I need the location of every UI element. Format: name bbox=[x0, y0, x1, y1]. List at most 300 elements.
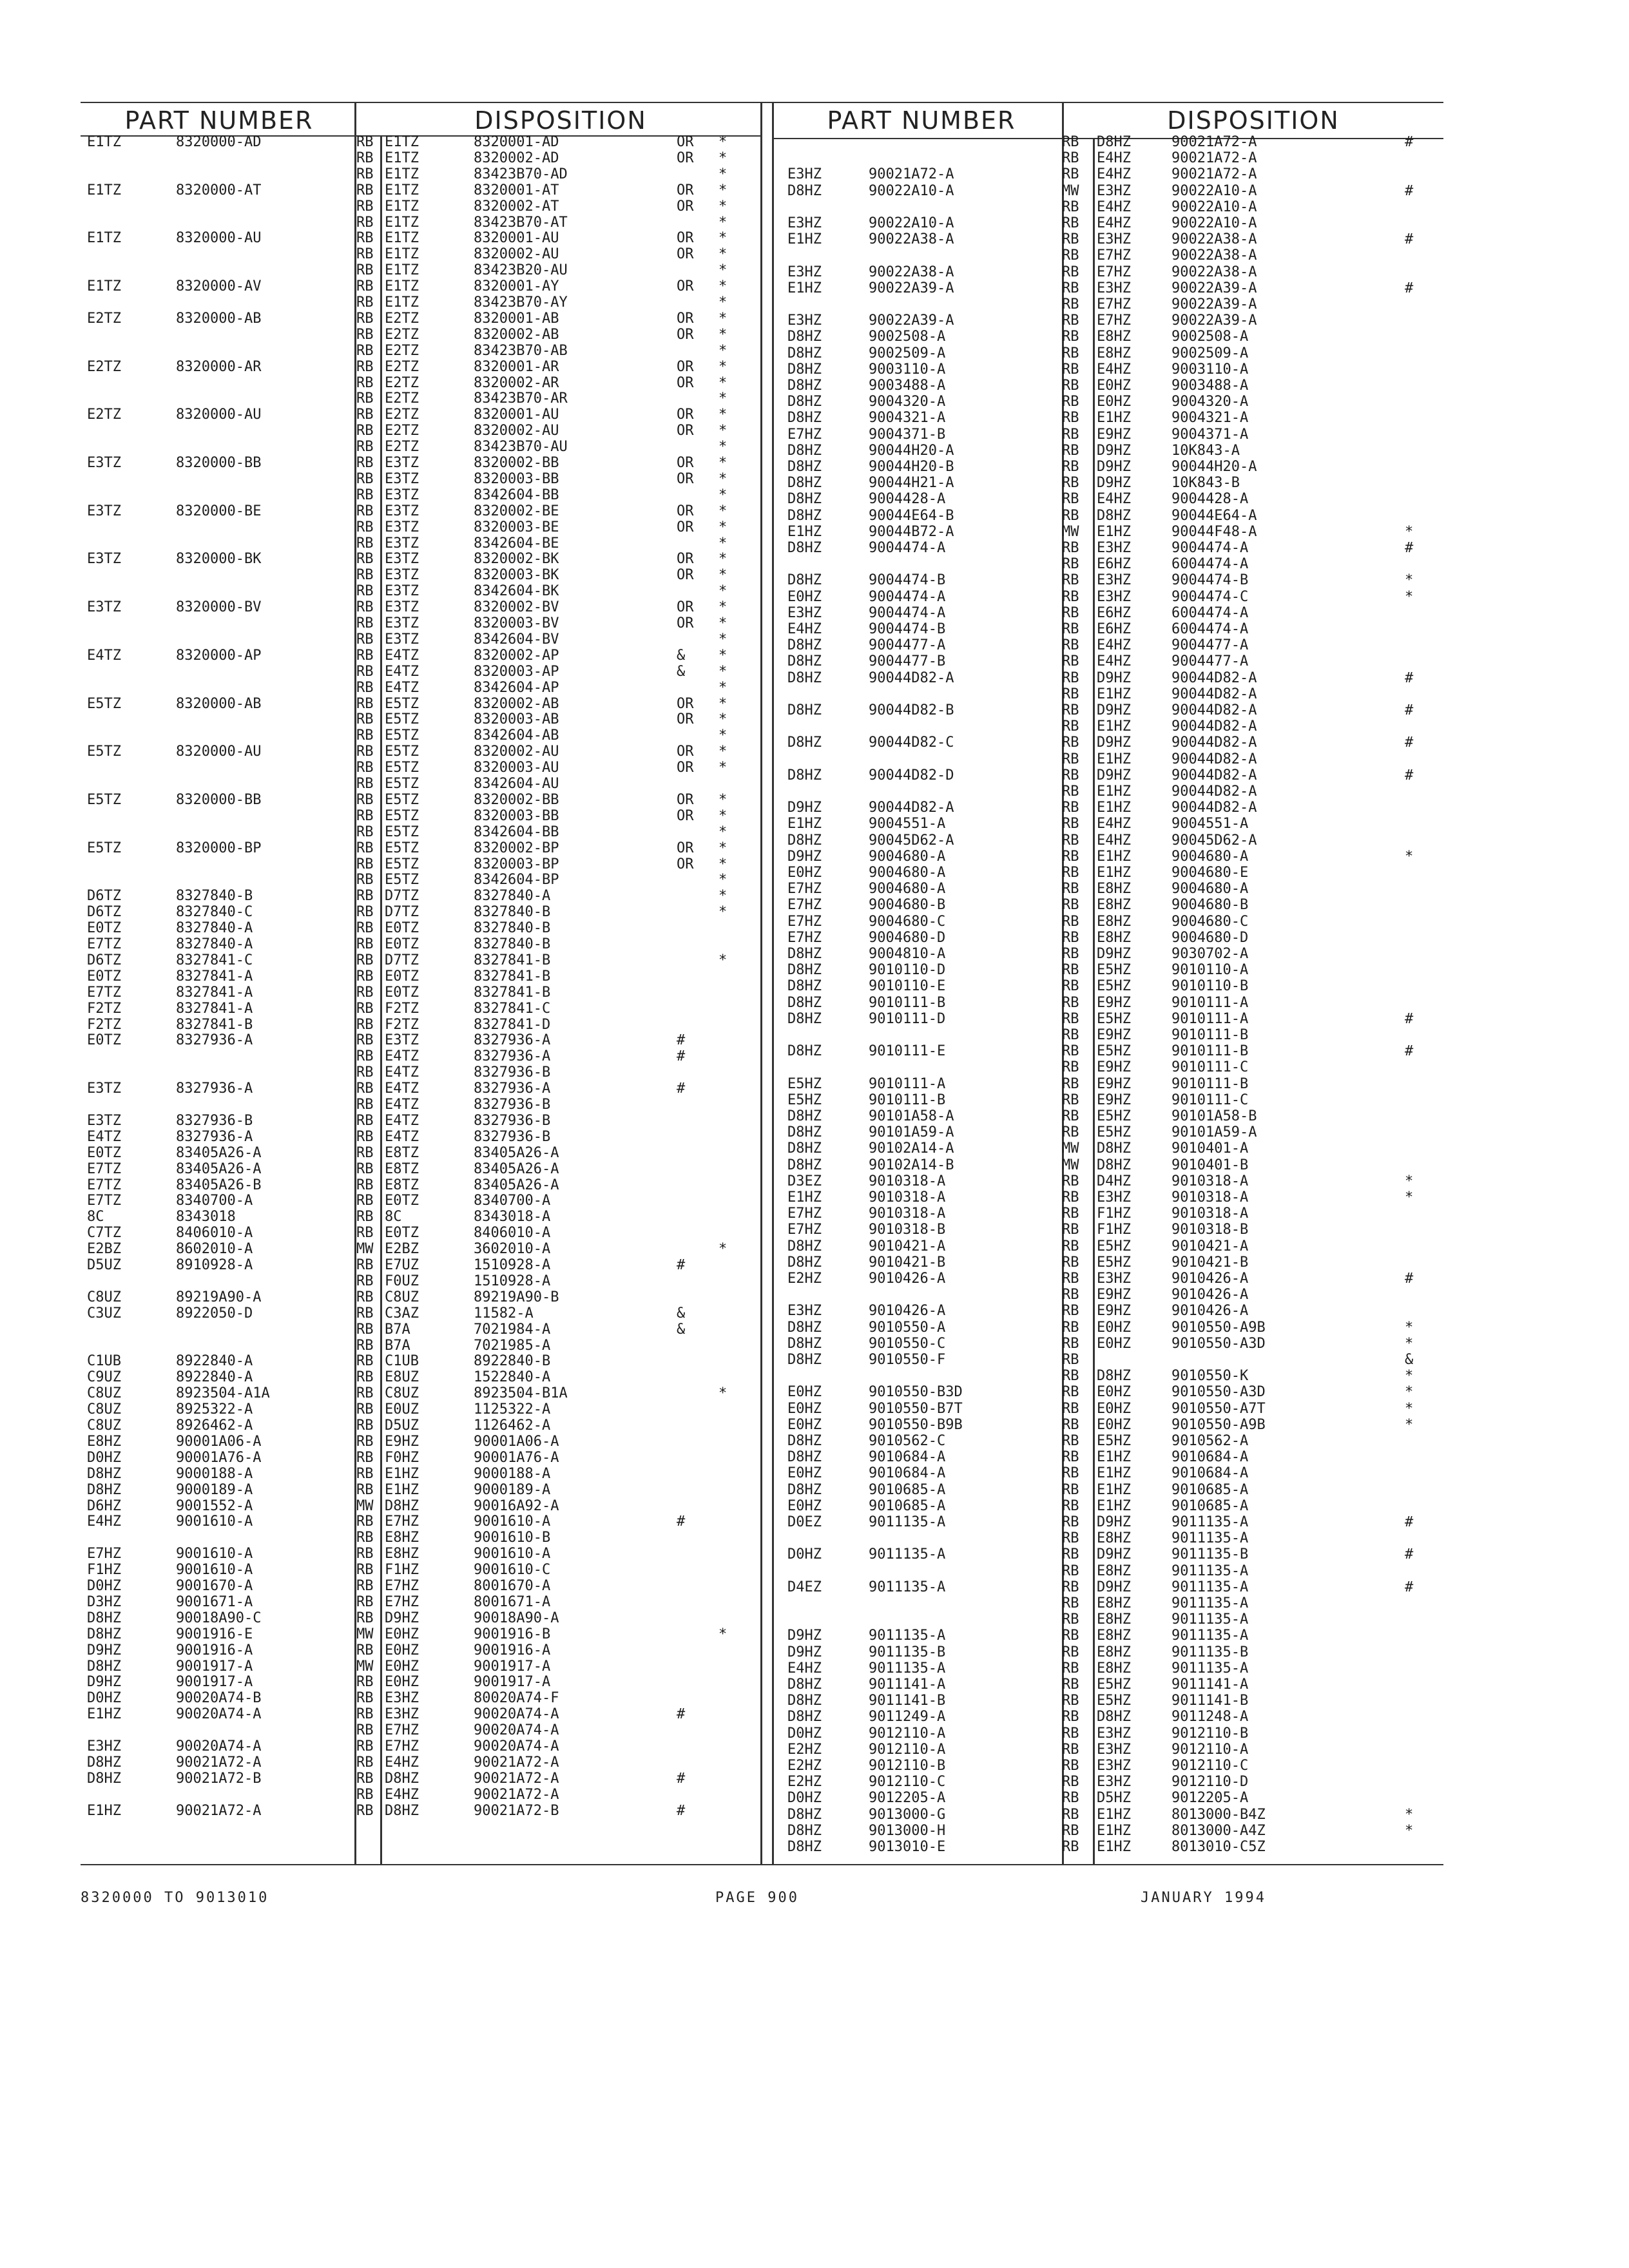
part-prefix: D8HZ bbox=[87, 1658, 121, 1675]
right-row bbox=[773, 1191, 1443, 1205]
disp-prefix: E4HZ bbox=[1097, 816, 1131, 832]
disp-number: 8327840-B bbox=[474, 920, 551, 937]
disp-prefix: E1TZ bbox=[385, 246, 419, 263]
disp-number: 9010684-A bbox=[1171, 1465, 1249, 1482]
disp-number: 90020A74-A bbox=[474, 1706, 559, 1723]
right-row bbox=[773, 769, 1443, 783]
part-number: 9012110-A bbox=[869, 1741, 946, 1758]
part-number: 90022A10-A bbox=[869, 182, 954, 199]
disp-relation: OR bbox=[677, 149, 694, 166]
right-row bbox=[773, 1402, 1443, 1416]
disp-number: 90044D82-A bbox=[1171, 800, 1257, 816]
part-number: 89219A90-A bbox=[176, 1289, 262, 1305]
disp-prefix: D9HZ bbox=[1097, 946, 1131, 962]
disp-prefix: E8HZ bbox=[1097, 1644, 1131, 1660]
right-row bbox=[773, 866, 1443, 880]
disp-number: 8001670-A bbox=[474, 1578, 551, 1594]
source-code: RB bbox=[356, 310, 374, 327]
part-number: 9000188-A bbox=[176, 1465, 253, 1482]
part-number: 90102A14-A bbox=[869, 1140, 954, 1157]
disp-flag: * bbox=[718, 599, 728, 616]
source-code: RB bbox=[1062, 1644, 1079, 1660]
right-row bbox=[773, 1385, 1443, 1399]
source-code: RB bbox=[356, 583, 374, 600]
left-row bbox=[81, 216, 764, 230]
part-prefix: D9HZ bbox=[87, 1642, 121, 1658]
source-code: RB bbox=[1062, 1481, 1079, 1498]
left-row bbox=[81, 1387, 764, 1401]
part-number: 9010318-A bbox=[869, 1173, 946, 1189]
disp-prefix: 8C bbox=[385, 1209, 402, 1225]
disp-relation: OR bbox=[677, 310, 694, 327]
left-row bbox=[81, 905, 764, 919]
part-prefix: D0EZ bbox=[787, 1514, 822, 1530]
right-row bbox=[773, 1613, 1443, 1627]
disp-number: 89219A90-B bbox=[474, 1289, 559, 1305]
part-prefix: E0TZ bbox=[87, 920, 121, 937]
disp-number: 9011135-A bbox=[1171, 1562, 1249, 1579]
disp-relation: OR bbox=[677, 182, 694, 198]
source-code: RB bbox=[1062, 1400, 1079, 1417]
disp-prefix: E1HZ bbox=[1097, 686, 1131, 702]
disp-prefix: E4HZ bbox=[1097, 166, 1131, 183]
disp-flag: * bbox=[1405, 1319, 1414, 1336]
disp-number: 9010421-A bbox=[1171, 1238, 1249, 1254]
disp-prefix: E5HZ bbox=[1097, 1433, 1131, 1449]
disp-relation: # bbox=[677, 1514, 686, 1530]
part-number: 90001A76-A bbox=[176, 1449, 262, 1466]
disp-prefix: D9HZ bbox=[1097, 442, 1131, 459]
disp-flag: * bbox=[718, 695, 728, 712]
right-row bbox=[773, 168, 1443, 182]
part-number: 90044D82-A bbox=[869, 669, 954, 686]
part-number: 9011135-B bbox=[869, 1644, 946, 1660]
disp-number: 8013000-A4Z bbox=[1171, 1822, 1266, 1839]
part-prefix: D8HZ bbox=[787, 394, 822, 410]
left-row bbox=[81, 1066, 764, 1080]
right-row bbox=[773, 1418, 1443, 1432]
part-number: 8327840-A bbox=[176, 936, 253, 952]
disp-prefix: D9HZ bbox=[385, 1610, 419, 1626]
disp-prefix: E6HZ bbox=[1097, 604, 1131, 621]
disp-prefix: E3HZ bbox=[1097, 1725, 1131, 1742]
part-prefix: D8HZ bbox=[787, 962, 822, 979]
left-row bbox=[81, 1226, 764, 1240]
disp-prefix: E0TZ bbox=[385, 936, 419, 952]
left-row bbox=[81, 168, 764, 182]
disp-prefix: D8HZ bbox=[1097, 134, 1131, 150]
part-number: 8327841-A bbox=[176, 984, 253, 1001]
part-prefix: D8HZ bbox=[787, 410, 822, 427]
disp-prefix: E1HZ bbox=[1097, 1465, 1131, 1482]
source-code: RB bbox=[356, 1209, 374, 1225]
part-prefix: E7TZ bbox=[87, 936, 121, 952]
disp-number: 9010550-K bbox=[1171, 1368, 1249, 1385]
source-code: RB bbox=[356, 423, 374, 439]
part-number: 90044E64-B bbox=[869, 507, 954, 524]
disp-flag: * bbox=[718, 503, 728, 519]
right-row bbox=[773, 1824, 1443, 1838]
disp-flag: * bbox=[1405, 1400, 1414, 1417]
disp-flag: # bbox=[1405, 1271, 1414, 1287]
disp-prefix: E1HZ bbox=[385, 1465, 419, 1482]
disp-prefix: E7HZ bbox=[385, 1722, 419, 1739]
part-number: 9004680-B bbox=[869, 897, 946, 914]
part-prefix: F2TZ bbox=[87, 1000, 121, 1017]
disp-prefix: E4HZ bbox=[1097, 491, 1131, 508]
disp-flag: * bbox=[1405, 1335, 1414, 1352]
part-prefix: F2TZ bbox=[87, 1016, 121, 1033]
part-number: 9010111-A bbox=[869, 1075, 946, 1092]
part-number: 9002509-A bbox=[869, 345, 946, 361]
part-number: 9001552-A bbox=[176, 1497, 253, 1514]
right-row bbox=[773, 1450, 1443, 1465]
disp-number: 83423B20-AU bbox=[474, 262, 568, 279]
part-prefix: E2HZ bbox=[787, 1741, 822, 1758]
right-row bbox=[773, 314, 1443, 328]
disp-prefix: E3TZ bbox=[385, 551, 419, 568]
source-code: RB bbox=[1062, 702, 1079, 718]
right-row bbox=[773, 1012, 1443, 1026]
right-row bbox=[773, 265, 1443, 280]
part-prefix: D3HZ bbox=[87, 1593, 121, 1610]
disp-prefix: E1HZ bbox=[1097, 800, 1131, 816]
right-row bbox=[773, 151, 1443, 166]
disp-number: 9012110-A bbox=[1171, 1741, 1249, 1758]
disp-number: 8342604-BB bbox=[474, 823, 559, 840]
part-prefix: D8HZ bbox=[787, 1822, 822, 1839]
part-prefix: D5UZ bbox=[87, 1257, 121, 1273]
source-code: RB bbox=[356, 1064, 374, 1081]
source-code: RB bbox=[1062, 572, 1079, 589]
source-code: RB bbox=[1062, 1628, 1079, 1644]
disp-prefix: E7HZ bbox=[385, 1578, 419, 1594]
source-code: RB bbox=[1062, 1189, 1079, 1206]
left-row bbox=[81, 1307, 764, 1321]
disp-number: 9000189-A bbox=[474, 1481, 551, 1498]
disp-prefix: E8HZ bbox=[1097, 929, 1131, 946]
disp-number: 90044F48-A bbox=[1171, 523, 1257, 540]
disp-number: 90018A90-A bbox=[474, 1610, 559, 1626]
part-number: 9004551-A bbox=[869, 816, 946, 832]
part-number: 8327936-A bbox=[176, 1128, 253, 1145]
disp-number: 3602010-A bbox=[474, 1241, 551, 1258]
disp-prefix: E1HZ bbox=[1097, 410, 1131, 427]
disp-number: 9004680-D bbox=[1171, 929, 1249, 946]
part-number: 9010111-B bbox=[869, 994, 946, 1011]
source-code: RB bbox=[356, 262, 374, 279]
disp-number: 8406010-A bbox=[474, 1225, 551, 1242]
disp-flag: * bbox=[718, 134, 728, 150]
disp-number: 9010550-A7T bbox=[1171, 1400, 1266, 1417]
part-number: 9003110-A bbox=[869, 361, 946, 378]
disp-relation: OR bbox=[677, 455, 694, 471]
source-code: RB bbox=[356, 1160, 374, 1177]
disp-relation: OR bbox=[677, 470, 694, 487]
right-row bbox=[773, 1629, 1443, 1643]
left-row bbox=[81, 809, 764, 823]
right-row bbox=[773, 395, 1443, 409]
part-prefix: D8HZ bbox=[787, 491, 822, 508]
left-row bbox=[81, 231, 764, 245]
left-row bbox=[81, 777, 764, 791]
source-code: RB bbox=[1062, 929, 1079, 946]
source-code: RB bbox=[356, 1546, 374, 1562]
disp-flag: * bbox=[1405, 848, 1414, 865]
disp-number: 9010111-B bbox=[1171, 1043, 1249, 1060]
disp-prefix: E3HZ bbox=[1097, 182, 1131, 199]
disp-prefix: E7HZ bbox=[1097, 312, 1131, 329]
part-number: 9011135-A bbox=[869, 1546, 946, 1563]
right-row bbox=[773, 1727, 1443, 1741]
part-prefix: C8UZ bbox=[87, 1385, 121, 1402]
source-code: RB bbox=[356, 1321, 374, 1338]
part-number: 90044B72-A bbox=[869, 523, 954, 540]
disp-prefix: E7HZ bbox=[385, 1593, 419, 1610]
disp-number: 9010318-A bbox=[1171, 1189, 1249, 1206]
source-code: RB bbox=[356, 727, 374, 744]
part-number: 9004680-D bbox=[869, 929, 946, 946]
right-row bbox=[773, 606, 1443, 620]
disp-number: 9003488-A bbox=[1171, 378, 1249, 394]
disp-flag: * bbox=[718, 278, 728, 295]
source-code: RB bbox=[356, 149, 374, 166]
disp-number: 8327841-B bbox=[474, 984, 551, 1001]
right-row bbox=[773, 1434, 1443, 1448]
source-code: RB bbox=[1062, 1514, 1079, 1530]
part-number: 8320000-AB bbox=[176, 695, 262, 712]
disp-number: 9012110-C bbox=[1171, 1758, 1249, 1774]
source-code: RB bbox=[1062, 1075, 1079, 1092]
right-row bbox=[773, 704, 1443, 718]
disp-number: 9001610-B bbox=[474, 1530, 551, 1546]
part-prefix: E1HZ bbox=[87, 1706, 121, 1723]
left-disposition-header: DISPOSITION bbox=[474, 106, 647, 135]
part-prefix: C9UZ bbox=[87, 1369, 121, 1386]
disp-relation: OR bbox=[677, 791, 694, 808]
left-row bbox=[81, 1707, 764, 1722]
disp-prefix: E3HZ bbox=[1097, 540, 1131, 556]
right-row bbox=[773, 834, 1443, 848]
disp-number: 8320001-AD bbox=[474, 134, 559, 150]
source-code: RB bbox=[1062, 1368, 1079, 1385]
source-code: RB bbox=[356, 519, 374, 535]
source-code: RB bbox=[1062, 1271, 1079, 1287]
disp-prefix: E0TZ bbox=[385, 1193, 419, 1209]
source-code: RB bbox=[1062, 735, 1079, 751]
disp-number: 9010421-B bbox=[1171, 1254, 1249, 1271]
source-code: RB bbox=[1062, 1449, 1079, 1466]
disp-number: 9004474-C bbox=[1171, 588, 1249, 605]
disp-number: 8320002-AB bbox=[474, 326, 559, 343]
source-code: RB bbox=[1062, 540, 1079, 556]
right-row bbox=[773, 1694, 1443, 1708]
disp-prefix: E2TZ bbox=[385, 342, 419, 359]
part-prefix: D8HZ bbox=[87, 1754, 121, 1771]
left-row bbox=[81, 408, 764, 422]
part-prefix: D8HZ bbox=[787, 1043, 822, 1060]
disp-flag: * bbox=[718, 262, 728, 279]
part-prefix: E0TZ bbox=[87, 968, 121, 985]
left-row bbox=[81, 200, 764, 214]
source-code: RB bbox=[1062, 604, 1079, 621]
disp-number: 9004474-A bbox=[1171, 540, 1249, 556]
part-prefix: E1HZ bbox=[787, 231, 822, 248]
disp-number: 9011135-B bbox=[1171, 1644, 1249, 1660]
right-row bbox=[773, 379, 1443, 393]
source-code: RB bbox=[356, 968, 374, 985]
left-row bbox=[81, 1563, 764, 1577]
right-part-number-header: PART NUMBER bbox=[827, 106, 1016, 135]
source-code: RB bbox=[356, 1225, 374, 1242]
part-number: 9010318-A bbox=[869, 1206, 946, 1222]
disp-flag: * bbox=[1405, 1416, 1414, 1433]
disp-prefix: E0UZ bbox=[385, 1401, 419, 1418]
source-code: RB bbox=[1062, 475, 1079, 492]
disp-relation: OR bbox=[677, 599, 694, 616]
part-number: 8320000-AB bbox=[176, 310, 262, 327]
right-row bbox=[773, 184, 1443, 198]
right-row bbox=[773, 330, 1443, 344]
left-row bbox=[81, 937, 764, 952]
left-row bbox=[81, 1595, 764, 1610]
right-row bbox=[773, 801, 1443, 815]
part-number: 9001916-E bbox=[176, 1626, 253, 1642]
right-row bbox=[773, 476, 1443, 490]
left-row bbox=[81, 440, 764, 454]
disp-number: 9001610-A bbox=[474, 1514, 551, 1530]
disp-relation: # bbox=[677, 1032, 686, 1049]
disp-prefix: E4TZ bbox=[385, 663, 419, 680]
source-code: RB bbox=[356, 1048, 374, 1065]
disp-number: 9004680-C bbox=[1171, 913, 1249, 930]
source-code: RB bbox=[1062, 588, 1079, 605]
part-prefix: E0HZ bbox=[787, 1497, 822, 1514]
left-row bbox=[81, 1435, 764, 1449]
disp-number: 83405A26-A bbox=[474, 1144, 559, 1161]
disp-prefix: D5HZ bbox=[1097, 1790, 1131, 1807]
disp-number: 9010111-A bbox=[1171, 994, 1249, 1011]
disp-number: 9012110-B bbox=[1171, 1725, 1249, 1742]
left-row bbox=[81, 1740, 764, 1754]
disp-number: 9004321-A bbox=[1171, 410, 1249, 427]
part-number: 9011141-A bbox=[869, 1677, 946, 1693]
part-number: 9001671-A bbox=[176, 1593, 253, 1610]
source-code: RB bbox=[356, 1514, 374, 1530]
disp-prefix: D8HZ bbox=[385, 1497, 419, 1514]
disp-number: 1125322-A bbox=[474, 1401, 551, 1418]
left-row bbox=[81, 1210, 764, 1224]
source-code: RB bbox=[1062, 394, 1079, 410]
source-code: RB bbox=[1062, 1027, 1079, 1043]
part-prefix: C8UZ bbox=[87, 1289, 121, 1305]
disp-number: 9004680-B bbox=[1171, 897, 1249, 914]
left-row bbox=[81, 1291, 764, 1305]
source-code: RB bbox=[356, 1353, 374, 1370]
disp-prefix: E1HZ bbox=[1097, 783, 1131, 800]
disp-flag: # bbox=[1405, 280, 1414, 296]
source-code: RB bbox=[1062, 1774, 1079, 1791]
part-prefix: D8HZ bbox=[787, 540, 822, 556]
source-code: RB bbox=[1062, 1352, 1079, 1368]
left-row bbox=[81, 568, 764, 582]
disp-number: 8327840-B bbox=[474, 936, 551, 952]
source-code: RB bbox=[1062, 345, 1079, 361]
disp-relation: OR bbox=[677, 695, 694, 712]
source-code: RB bbox=[356, 439, 374, 456]
disp-relation: OR bbox=[677, 134, 694, 150]
part-number: 9010111-B bbox=[869, 1091, 946, 1108]
right-row bbox=[773, 850, 1443, 864]
part-prefix: E3HZ bbox=[787, 215, 822, 231]
disp-number: 10K843-B bbox=[1171, 475, 1240, 492]
disp-prefix: E5TZ bbox=[385, 872, 419, 889]
disp-prefix: E4HZ bbox=[1097, 198, 1131, 215]
part-prefix: F1HZ bbox=[87, 1562, 121, 1579]
right-row bbox=[773, 1564, 1443, 1579]
disp-prefix: E4TZ bbox=[385, 1048, 419, 1065]
right-row bbox=[773, 200, 1443, 215]
part-prefix: E3HZ bbox=[787, 312, 822, 329]
disp-number: 9010426-A bbox=[1171, 1303, 1249, 1320]
source-code: RB bbox=[356, 1016, 374, 1033]
left-row bbox=[81, 970, 764, 984]
right-row bbox=[773, 1499, 1443, 1514]
disp-prefix: E3TZ bbox=[385, 1032, 419, 1049]
part-prefix: D6HZ bbox=[87, 1497, 121, 1514]
disp-prefix: E5TZ bbox=[385, 760, 419, 776]
disp-prefix: D9HZ bbox=[1097, 459, 1131, 475]
part-number: 90001A06-A bbox=[176, 1433, 262, 1450]
disp-number: 90044D82-A bbox=[1171, 735, 1257, 751]
source-code: RB bbox=[356, 1032, 374, 1049]
disp-number: 8013000-B4Z bbox=[1171, 1806, 1266, 1823]
part-number: 9004680-A bbox=[869, 848, 946, 865]
disp-flag: * bbox=[718, 358, 728, 375]
source-code: RB bbox=[1062, 361, 1079, 378]
part-prefix: C1UB bbox=[87, 1353, 121, 1370]
source-code: RB bbox=[1062, 767, 1079, 783]
right-row bbox=[773, 639, 1443, 653]
part-prefix: E0HZ bbox=[787, 1416, 822, 1433]
source-code: RB bbox=[1062, 1660, 1079, 1677]
disp-prefix: E4TZ bbox=[385, 1097, 419, 1113]
disp-number: 9011135-A bbox=[1171, 1595, 1249, 1611]
disp-flag: * bbox=[718, 374, 728, 391]
source-code: RB bbox=[356, 984, 374, 1001]
disp-prefix: E8HZ bbox=[1097, 1595, 1131, 1611]
source-code: RB bbox=[356, 695, 374, 712]
disp-number: 9010550-A9B bbox=[1171, 1319, 1266, 1336]
left-row bbox=[81, 1579, 764, 1593]
right-disposition-header: DISPOSITION bbox=[1167, 106, 1340, 135]
disp-prefix: D9HZ bbox=[1097, 1579, 1131, 1595]
part-prefix: D8HZ bbox=[787, 1010, 822, 1027]
part-number: 9011141-B bbox=[869, 1693, 946, 1709]
disp-number: 8327840-B bbox=[474, 904, 551, 921]
source-code: RB bbox=[1062, 1595, 1079, 1611]
part-prefix: D8HZ bbox=[787, 182, 822, 199]
disp-prefix: E4HZ bbox=[1097, 637, 1131, 654]
part-prefix: E8HZ bbox=[87, 1433, 121, 1450]
right-row bbox=[773, 1061, 1443, 1075]
disp-flag: * bbox=[718, 856, 728, 872]
disp-flag: * bbox=[718, 149, 728, 166]
disp-number: 1522840-A bbox=[474, 1369, 551, 1386]
disp-number: 9030702-A bbox=[1171, 946, 1249, 962]
left-row bbox=[81, 1242, 764, 1256]
part-number: 8327841-B bbox=[176, 1016, 253, 1033]
